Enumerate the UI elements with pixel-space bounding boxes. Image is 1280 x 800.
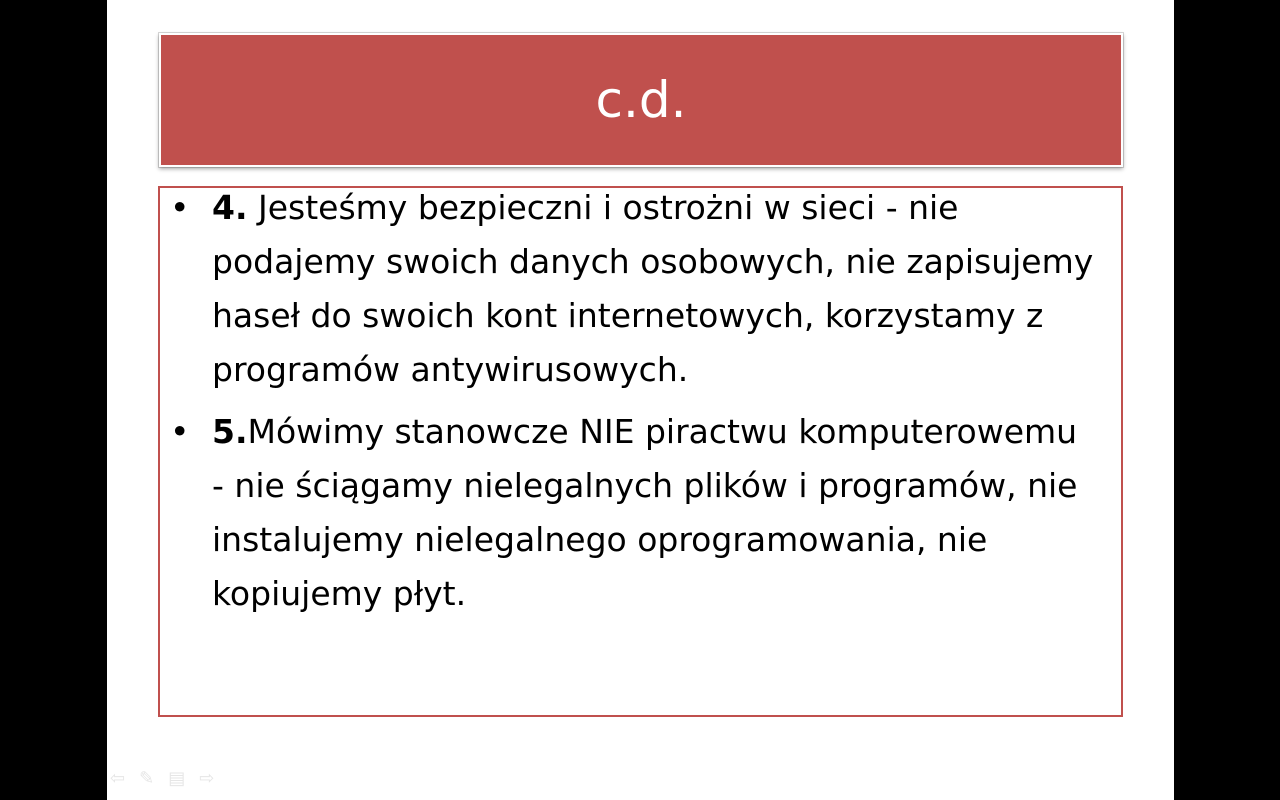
bullet-marker: •: [170, 412, 190, 451]
next-arrow-icon[interactable]: ⇨: [199, 768, 215, 789]
bullet-text: [212, 405, 1098, 621]
bullet-body: Mówimy stanowcze NIE piractwu komputerowemu - nie ściągamy nielegalnych plików i programów, nie instalujemy nielegalnego oprogramowania, nie kopiujemy płyt.: [212, 412, 1078, 613]
slideshow-navigation: [110, 768, 214, 789]
slide: [107, 0, 1174, 800]
bullet-body: Jesteśmy bezpieczni i ostrożni w sieci - nie podajemy swoich danych osobowych, nie zapisujemy haseł do swoich kont internetowych, korzystamy z programów antywirusowych.: [212, 188, 1094, 389]
bullet-text: [212, 181, 1098, 397]
bullet-marker: •: [170, 188, 190, 227]
bullet-number: 5.: [212, 412, 248, 451]
bullet-item-4: [170, 181, 1098, 397]
slide-title: c.d.: [595, 71, 687, 129]
pen-icon[interactable]: ✎: [139, 768, 155, 789]
title-box: [159, 33, 1123, 167]
bullet-item-5: [170, 405, 1098, 621]
back-arrow-icon[interactable]: ⇦: [110, 768, 126, 789]
bullet-number: 4.: [212, 188, 248, 227]
menu-icon[interactable]: ▤: [168, 768, 186, 789]
content-box: [158, 186, 1123, 717]
